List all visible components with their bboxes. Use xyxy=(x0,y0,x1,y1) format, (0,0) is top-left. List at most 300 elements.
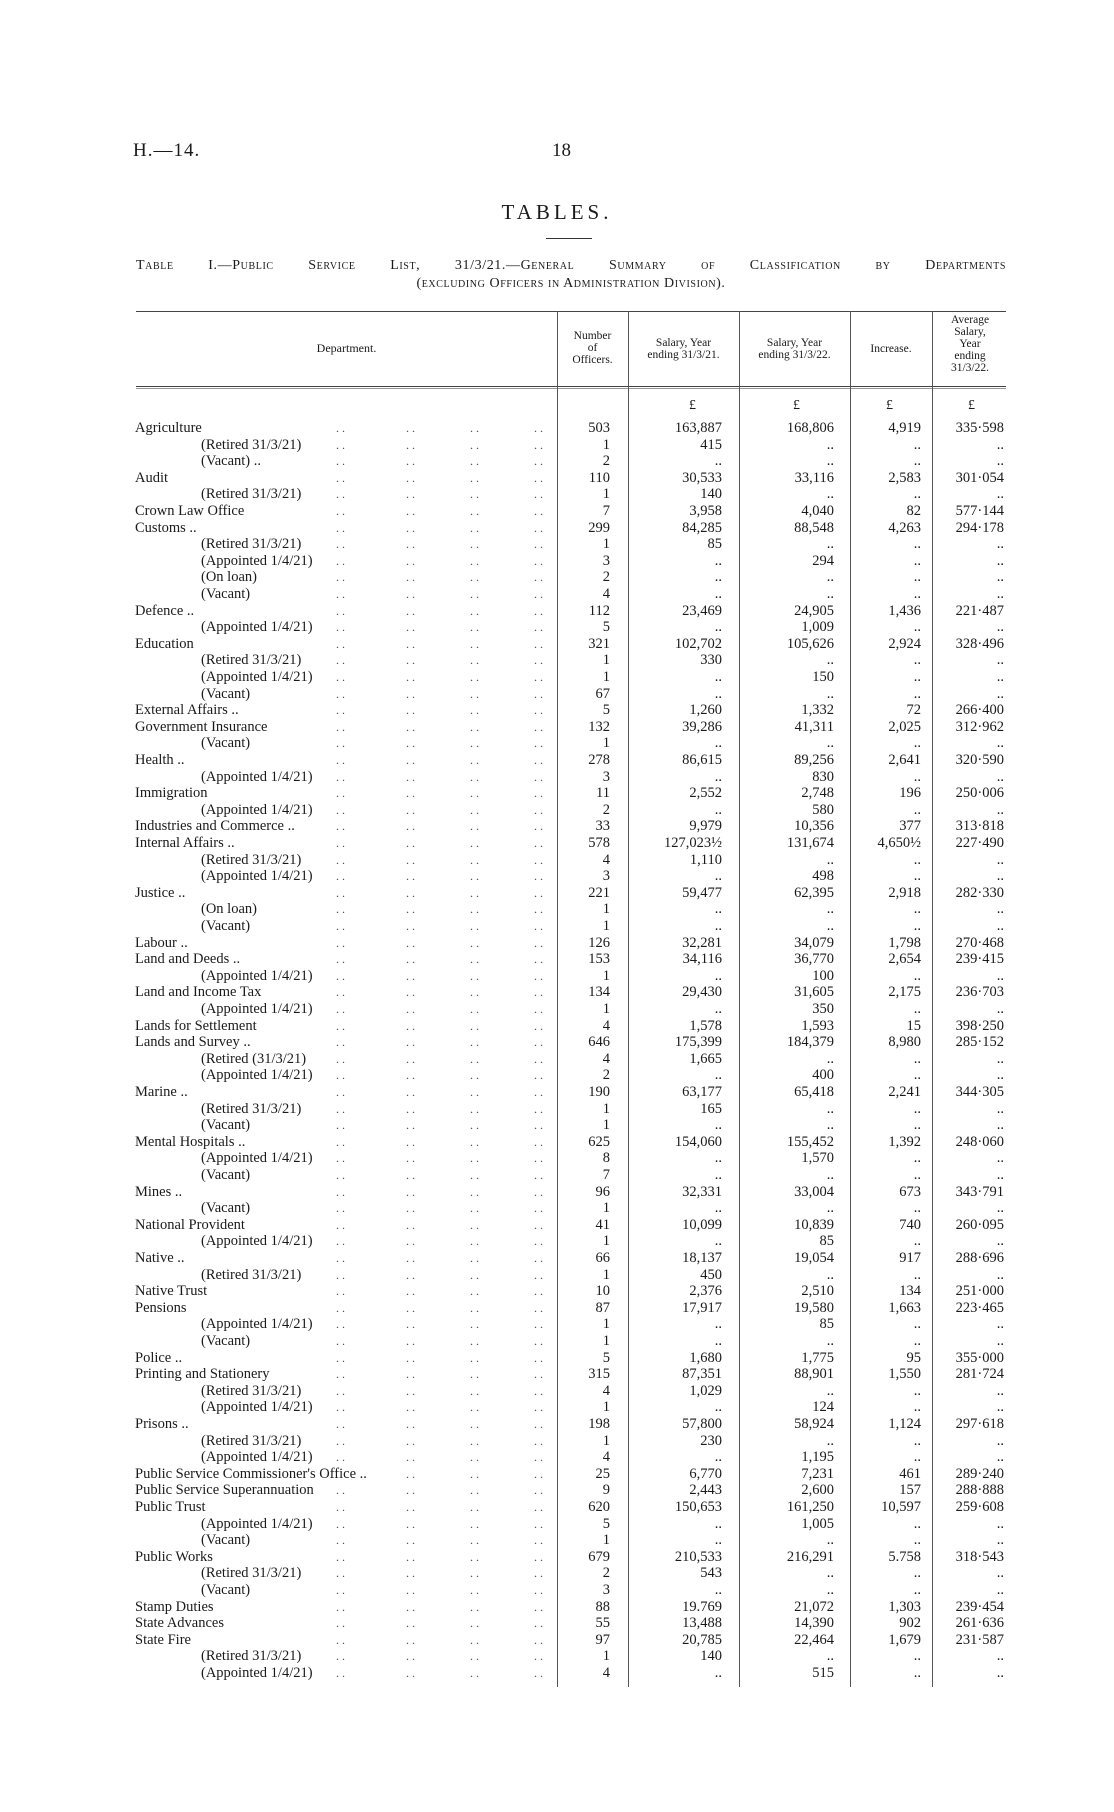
cell-inc: .. xyxy=(913,1432,921,1449)
page-reference: H.—14. xyxy=(133,140,201,161)
leader-dots: . . xyxy=(470,1184,479,1199)
cell-avg: 294·178 xyxy=(955,519,1004,536)
cell-inc: 82 xyxy=(906,503,921,519)
cell-s21: .. xyxy=(714,1515,722,1532)
table-row xyxy=(0,885,1114,902)
cell-n: 132 xyxy=(588,718,610,735)
leader-dots: . . xyxy=(406,1168,415,1182)
cell-n: 5 xyxy=(602,702,610,719)
cell-n: 2 xyxy=(602,1067,610,1084)
cell-inc: 1,663 xyxy=(888,1299,921,1316)
leader-dots: . . xyxy=(470,470,479,485)
leader-dots: . . xyxy=(534,902,543,917)
cell-avg: 260·095 xyxy=(955,1216,1004,1233)
cell-avg: 282·330 xyxy=(955,884,1004,901)
table-subrow xyxy=(0,586,1114,603)
cell-inc: .. xyxy=(913,735,921,752)
leader-dots: . . xyxy=(336,1616,345,1631)
cell-s21: .. xyxy=(714,552,722,569)
leader-dots: . . xyxy=(534,1051,543,1066)
leader-dots: . . xyxy=(534,1035,543,1050)
leader-dots: . . xyxy=(470,1068,479,1083)
header-bottom-rule xyxy=(136,386,1006,387)
cell-n: 5 xyxy=(602,619,610,636)
department-name: (Appointed 1/4/21) xyxy=(201,768,313,785)
cell-s21: .. xyxy=(714,801,722,818)
leader-dots: . . xyxy=(534,653,543,668)
cell-inc: .. xyxy=(913,1167,921,1183)
table-subrow xyxy=(0,1532,1114,1549)
leader-dots: . . xyxy=(406,1300,415,1315)
cell-avg: .. xyxy=(996,436,1004,453)
department-name: Public Service Superannuation xyxy=(135,1482,314,1499)
leader-dots: . . xyxy=(534,1184,543,1199)
leader-dots: . . xyxy=(406,1334,415,1348)
cell-s21: 34,116 xyxy=(682,951,722,968)
leader-dots: . . xyxy=(534,670,543,684)
cell-inc: 95 xyxy=(906,1349,921,1366)
cell-s22: .. xyxy=(826,1532,834,1549)
cell-s22: .. xyxy=(826,1382,834,1399)
leader-dots: . . xyxy=(534,869,543,884)
cell-s22: .. xyxy=(826,735,834,752)
cell-s22: .. xyxy=(826,918,834,934)
leader-dots: . . xyxy=(406,1417,415,1431)
leader-dots: . . xyxy=(406,587,415,601)
cell-s21: 29,430 xyxy=(682,984,722,1001)
cell-n: 8 xyxy=(602,1150,610,1167)
leader-dots: . . xyxy=(406,603,415,618)
leader-dots: . . xyxy=(336,802,345,817)
leader-dots: . . xyxy=(470,653,479,668)
leader-dots: . . xyxy=(534,1599,543,1614)
table-row xyxy=(0,1018,1114,1035)
leader-dots: . . xyxy=(534,1002,543,1016)
department-name: Prisons .. xyxy=(135,1416,189,1432)
cell-n: 153 xyxy=(588,951,610,968)
cell-s21: 10,099 xyxy=(682,1216,722,1233)
leader-dots: . . xyxy=(470,703,479,718)
leader-dots: . . xyxy=(470,968,479,983)
cell-inc: .. xyxy=(913,918,921,934)
cell-s21: 13,488 xyxy=(682,1615,722,1632)
cell-inc: 1,679 xyxy=(888,1631,921,1648)
cell-s21: .. xyxy=(714,1399,722,1416)
cell-s22: .. xyxy=(826,1333,834,1349)
cell-avg: .. xyxy=(996,868,1004,885)
leader-dots: . . xyxy=(470,1516,479,1531)
cell-s22: 155,452 xyxy=(786,1133,834,1150)
leader-dots: . . xyxy=(336,603,345,618)
leader-dots: . . xyxy=(534,769,543,784)
leader-dots: . . xyxy=(336,1018,345,1033)
cell-avg: .. xyxy=(996,1117,1004,1134)
leader-dots: . . xyxy=(534,985,543,1000)
cell-avg: 236·703 xyxy=(955,984,1004,1001)
cell-s22: 168,806 xyxy=(786,420,834,436)
cell-s21: 127,023½ xyxy=(664,835,722,851)
table-subrow xyxy=(0,1665,1114,1682)
cell-n: 3 xyxy=(602,768,610,785)
cell-n: 126 xyxy=(588,934,610,951)
cell-inc: 2,641 xyxy=(888,752,921,768)
leader-dots: . . xyxy=(470,553,479,568)
leader-dots: . . xyxy=(406,952,415,967)
leader-dots: . . xyxy=(470,1500,479,1514)
table-subrow xyxy=(0,1200,1114,1217)
department-name: (Vacant) xyxy=(201,1117,251,1134)
leader-dots: . . xyxy=(534,1168,543,1182)
cell-avg: .. xyxy=(996,1333,1004,1349)
leader-dots: . . xyxy=(336,437,345,452)
table-row xyxy=(0,1283,1114,1300)
cell-avg: 328·496 xyxy=(955,635,1004,652)
leader-dots: . . xyxy=(336,670,345,684)
cell-avg: 313·818 xyxy=(955,818,1004,835)
cell-s22: 58,924 xyxy=(794,1416,834,1432)
leader-dots: . . xyxy=(470,1599,479,1614)
department-name: (Retired 31/3/21) xyxy=(201,1266,302,1283)
cell-avg: 320·590 xyxy=(955,752,1004,768)
leader-dots: . . xyxy=(470,620,479,635)
cell-inc: .. xyxy=(913,851,921,868)
cell-s21: 2,376 xyxy=(689,1283,722,1300)
cell-inc: 1,124 xyxy=(888,1416,921,1432)
cell-s22: 124 xyxy=(812,1399,834,1416)
department-name: (On loan) xyxy=(201,569,257,586)
cell-avg: .. xyxy=(996,552,1004,569)
leader-dots: . . xyxy=(406,1549,415,1564)
leader-dots: . . xyxy=(336,504,345,518)
cell-n: 1 xyxy=(602,1233,610,1250)
cell-n: 299 xyxy=(588,519,610,536)
cell-s22: .. xyxy=(826,436,834,453)
department-name: Education xyxy=(135,635,194,652)
leader-dots: . . xyxy=(470,670,479,684)
cell-inc: 8,980 xyxy=(888,1034,921,1051)
leader-dots: . . xyxy=(534,1334,543,1348)
leader-dots: . . xyxy=(534,753,543,767)
leader-dots: . . xyxy=(534,1666,543,1680)
cell-avg: 266·400 xyxy=(955,702,1004,719)
cell-s22: 31,605 xyxy=(794,984,834,1001)
cell-avg: .. xyxy=(996,1515,1004,1532)
leader-dots: . . xyxy=(534,1616,543,1631)
leader-dots: . . xyxy=(406,1217,415,1232)
cell-n: 315 xyxy=(588,1366,610,1383)
table-subrow xyxy=(0,1233,1114,1250)
cell-n: 96 xyxy=(595,1183,610,1200)
cell-inc: 2,918 xyxy=(888,884,921,901)
cell-avg: 335·598 xyxy=(955,420,1004,436)
department-name: (Retired (31/3/21) xyxy=(201,1050,307,1067)
cell-n: 3 xyxy=(602,868,610,885)
leader-dots: . . xyxy=(336,421,345,435)
cell-s22: 294 xyxy=(812,552,834,569)
cell-n: 198 xyxy=(588,1416,610,1432)
currency-symbol: £ xyxy=(886,398,893,413)
leader-dots: . . xyxy=(470,836,479,850)
department-name: (Appointed 1/4/21) xyxy=(201,669,313,685)
leader-dots: . . xyxy=(336,1251,345,1265)
leader-dots: . . xyxy=(406,1533,415,1548)
cell-inc: .. xyxy=(913,1001,921,1017)
cell-inc: .. xyxy=(913,1266,921,1283)
cell-s22: 1,195 xyxy=(801,1449,834,1466)
cell-inc: 1,436 xyxy=(888,602,921,619)
cell-n: 221 xyxy=(588,884,610,901)
leader-dots: . . xyxy=(470,1101,479,1116)
leader-dots: . . xyxy=(406,1068,415,1083)
cell-s22: 85 xyxy=(819,1233,834,1250)
leader-dots: . . xyxy=(336,1068,345,1083)
table-row xyxy=(0,1416,1114,1433)
cell-n: 1 xyxy=(602,669,610,685)
cell-avg: 289·240 xyxy=(955,1465,1004,1482)
cell-n: 1 xyxy=(602,735,610,752)
leader-dots: . . xyxy=(470,1583,479,1597)
cell-n: 4 xyxy=(602,1665,610,1681)
leader-dots: . . xyxy=(470,786,479,801)
leader-dots: . . xyxy=(336,1549,345,1564)
cell-s21: 39,286 xyxy=(682,718,722,735)
cell-avg: .. xyxy=(996,801,1004,818)
leader-dots: . . xyxy=(406,1317,415,1332)
table-row xyxy=(0,951,1114,968)
cell-s22: .. xyxy=(826,1432,834,1449)
cell-avg: .. xyxy=(996,1565,1004,1582)
header-line: Salary, xyxy=(954,326,986,338)
cell-s22: .. xyxy=(826,652,834,669)
cell-s21: 150,653 xyxy=(674,1499,722,1515)
leader-dots: . . xyxy=(336,570,345,585)
cell-n: 679 xyxy=(588,1548,610,1565)
table-subrow xyxy=(0,1433,1114,1450)
cell-s21: .. xyxy=(714,768,722,785)
cell-s22: .. xyxy=(826,685,834,702)
cell-n: 1 xyxy=(602,436,610,453)
cell-avg: .. xyxy=(996,1200,1004,1217)
leader-dots: . . xyxy=(470,1417,479,1431)
leader-dots: . . xyxy=(336,1583,345,1597)
cell-avg: .. xyxy=(996,1150,1004,1167)
leader-dots: . . xyxy=(406,1051,415,1066)
leader-dots: . . xyxy=(534,1367,543,1382)
cell-avg: 285·152 xyxy=(955,1034,1004,1051)
cell-n: 2 xyxy=(602,453,610,470)
leader-dots: . . xyxy=(336,1450,345,1465)
leader-dots: . . xyxy=(336,454,345,469)
cell-avg: .. xyxy=(996,1432,1004,1449)
table-row xyxy=(0,1350,1114,1367)
department-name: Land and Deeds .. xyxy=(135,951,241,968)
cell-avg: .. xyxy=(996,1316,1004,1333)
cell-s22: 33,004 xyxy=(794,1183,834,1200)
table-row xyxy=(0,1184,1114,1201)
currency-symbol: £ xyxy=(689,398,696,413)
cell-inc: .. xyxy=(913,619,921,636)
cell-avg: .. xyxy=(996,967,1004,984)
table-subrow xyxy=(0,1449,1114,1466)
cell-inc: .. xyxy=(913,1449,921,1466)
page-number: 18 xyxy=(552,140,571,161)
cell-n: 112 xyxy=(588,602,610,619)
cell-s21: 1,029 xyxy=(689,1382,722,1399)
department-name: (Appointed 1/4/21) xyxy=(201,1665,313,1681)
leader-dots: . . xyxy=(534,537,543,552)
cell-inc: .. xyxy=(913,1565,921,1582)
leader-dots: . . xyxy=(406,985,415,1000)
cell-n: 4 xyxy=(602,1449,610,1466)
cell-avg: 250·006 xyxy=(955,785,1004,802)
currency-symbol: £ xyxy=(793,398,800,413)
leader-dots: . . xyxy=(470,1666,479,1680)
cell-avg: .. xyxy=(996,453,1004,470)
leader-dots: . . xyxy=(336,1417,345,1431)
leader-dots: . . xyxy=(336,1035,345,1050)
leader-dots: . . xyxy=(406,1616,415,1631)
cell-s21: .. xyxy=(714,569,722,586)
cell-inc: .. xyxy=(913,1399,921,1416)
leader-dots: . . xyxy=(406,736,415,751)
cell-s21: 2,552 xyxy=(689,785,722,802)
cell-avg: 227·490 xyxy=(955,835,1004,851)
leader-dots: . . xyxy=(470,1134,479,1149)
leader-dots: . . xyxy=(406,1201,415,1216)
table-subrow xyxy=(0,536,1114,553)
department-name: (Appointed 1/4/21) xyxy=(201,868,313,885)
cell-s22: .. xyxy=(826,901,834,918)
leader-dots: . . xyxy=(534,719,543,734)
cell-n: 110 xyxy=(588,469,610,486)
cell-avg: .. xyxy=(996,619,1004,636)
leader-dots: . . xyxy=(336,653,345,668)
leader-dots: . . xyxy=(534,1632,543,1647)
cell-inc: 1,550 xyxy=(888,1366,921,1383)
leader-dots: . . xyxy=(534,935,543,950)
leader-dots: . . xyxy=(534,1566,543,1581)
cell-avg: 221·487 xyxy=(955,602,1004,619)
table-subrow xyxy=(0,852,1114,869)
cell-avg: .. xyxy=(996,1399,1004,1416)
leader-dots: . . xyxy=(406,1583,415,1597)
leader-dots: . . xyxy=(406,935,415,950)
cell-s22: 184,379 xyxy=(786,1034,834,1051)
cell-s21: .. xyxy=(714,1150,722,1167)
cell-s21: 330 xyxy=(700,652,722,669)
leader-dots: . . xyxy=(406,836,415,850)
cell-inc: 134 xyxy=(899,1283,921,1300)
cell-inc: 917 xyxy=(899,1250,921,1266)
leader-dots: . . xyxy=(470,719,479,734)
cell-s21: 6,770 xyxy=(689,1465,722,1482)
leader-dots: . . xyxy=(336,587,345,601)
table-row xyxy=(0,1300,1114,1317)
table-row xyxy=(0,1466,1114,1483)
leader-dots: . . xyxy=(406,504,415,518)
table-subrow xyxy=(0,1167,1114,1184)
cell-s22: 88,901 xyxy=(794,1366,834,1383)
cell-s21: .. xyxy=(714,1233,722,1250)
leader-dots: . . xyxy=(534,1433,543,1448)
table-subrow xyxy=(0,868,1114,885)
table-row xyxy=(0,752,1114,769)
cell-s22: 19,054 xyxy=(794,1250,834,1266)
leader-dots: . . xyxy=(406,1400,415,1415)
department-name: (On loan) xyxy=(201,901,257,918)
leader-dots: . . xyxy=(534,1118,543,1133)
table-row xyxy=(0,1615,1114,1632)
table-row xyxy=(0,1632,1114,1649)
table-subrow xyxy=(0,569,1114,586)
leader-dots: . . xyxy=(336,1151,345,1166)
leader-dots: . . xyxy=(336,1400,345,1415)
leader-dots: . . xyxy=(534,1300,543,1315)
leader-dots: . . xyxy=(406,1251,415,1265)
leader-dots: . . xyxy=(470,869,479,884)
table-subrow xyxy=(0,1648,1114,1665)
leader-dots: . . xyxy=(406,703,415,718)
cell-inc: 461 xyxy=(899,1465,921,1482)
cell-n: 646 xyxy=(588,1034,610,1051)
cell-s21: 30,533 xyxy=(682,469,722,486)
leader-dots: . . xyxy=(534,802,543,817)
cell-n: 1 xyxy=(602,1200,610,1217)
leader-dots: . . xyxy=(406,454,415,469)
cell-inc: .. xyxy=(913,1515,921,1532)
department-name: Public Service Commissioner's Office .. xyxy=(135,1465,367,1482)
department-name: Immigration xyxy=(135,785,208,802)
cell-n: 1 xyxy=(602,652,610,669)
leader-dots: . . xyxy=(470,1300,479,1315)
header-increase: Increase. xyxy=(870,343,912,355)
leader-dots: . . xyxy=(406,636,415,651)
leader-dots: . . xyxy=(406,1151,415,1166)
leader-dots: . . xyxy=(534,454,543,469)
table-caption-line-1: Table I.—Public Service List, 31/3/21.—General Summary of Classification by Departments xyxy=(136,258,1006,273)
cell-inc: .. xyxy=(913,1316,921,1333)
cell-avg: 344·305 xyxy=(955,1084,1004,1100)
cell-inc: .. xyxy=(913,569,921,586)
cell-inc: 2,654 xyxy=(888,951,921,968)
leader-dots: . . xyxy=(534,437,543,452)
leader-dots: . . xyxy=(406,885,415,900)
leader-dots: . . xyxy=(534,919,543,933)
cell-inc: 2,241 xyxy=(888,1084,921,1100)
leader-dots: . . xyxy=(534,885,543,900)
leader-dots: . . xyxy=(406,686,415,701)
cell-n: 2 xyxy=(602,1565,610,1582)
cell-s21: .. xyxy=(714,1001,722,1017)
cell-inc: 196 xyxy=(899,785,921,802)
leader-dots: . . xyxy=(470,1367,479,1382)
cell-s21: 543 xyxy=(700,1565,722,1582)
leader-dots: . . xyxy=(534,1201,543,1216)
department-name: (Retired 31/3/21) xyxy=(201,1100,302,1117)
cell-s22: .. xyxy=(826,486,834,503)
table-row xyxy=(0,1482,1114,1499)
department-name: (Retired 31/3/21) xyxy=(201,1648,302,1665)
cell-s21: 450 xyxy=(700,1266,722,1283)
cell-n: 3 xyxy=(602,1582,610,1598)
header-line: ending 31/3/21. xyxy=(647,349,720,361)
table-subrow xyxy=(0,918,1114,935)
leader-dots: . . xyxy=(470,1267,479,1282)
header-line: Salary, Year xyxy=(766,337,823,349)
table-row xyxy=(0,1366,1114,1383)
cell-s22: 498 xyxy=(812,868,834,885)
table-top-rule xyxy=(136,311,1006,312)
